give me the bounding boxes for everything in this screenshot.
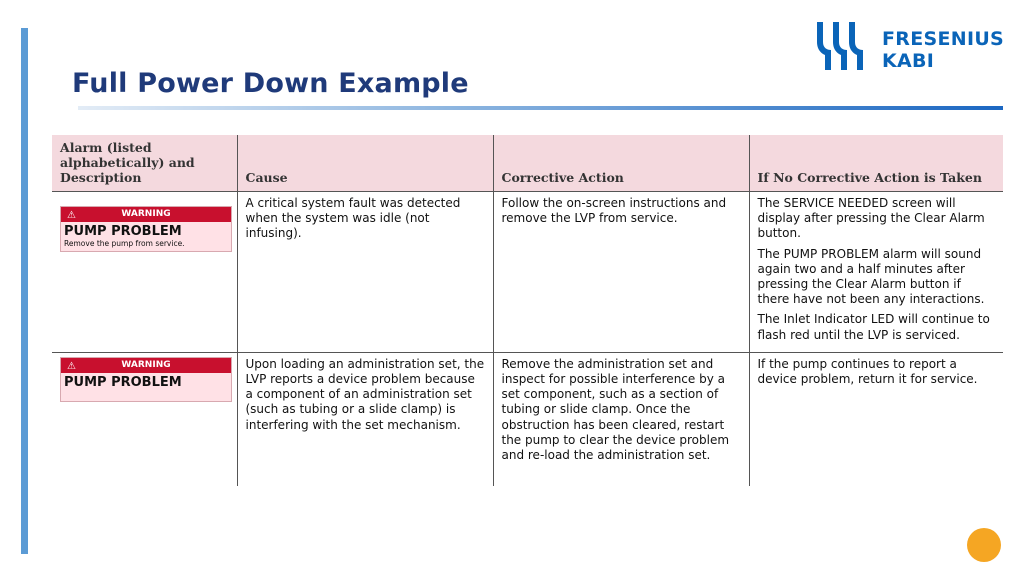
no-action-text: If the pump continues to report a device problem, return it for service. [757, 356, 978, 387]
warning-triangle-icon: ⚠ [67, 360, 76, 372]
cause-text: A critical system fault was detected when the system was idle (not infusing). [245, 196, 461, 241]
header-cause: Cause [237, 135, 493, 192]
action-cell [493, 192, 749, 353]
warning-header [61, 358, 231, 373]
header-corrective-action: Corrective Action [493, 135, 749, 192]
brand-line-2: KABI [882, 50, 935, 72]
header-no-action: If No Corrective Action is Taken [749, 135, 1003, 192]
fresenius-kabi-logo-mark-icon [815, 20, 875, 72]
no-action-text: The SERVICE NEEDED screen will display after pressing the Clear Alarm button. [757, 196, 985, 241]
slide-title: Full Power Down Example [72, 68, 469, 99]
warning-banner [60, 206, 232, 252]
no-action-cell [749, 352, 1003, 486]
warning-header [61, 207, 231, 222]
cause-cell [237, 192, 493, 353]
table-row [52, 352, 1003, 486]
title-underline [78, 106, 1003, 110]
alarm-table [52, 135, 1003, 482]
warning-level: WARNING [121, 359, 171, 370]
no-action-text: The Inlet Indicator LED will continue to flash red until the LVP is serviced. [757, 312, 990, 342]
cause-cell [237, 352, 493, 486]
table-header-row [52, 135, 1003, 192]
table-row [52, 192, 1003, 353]
left-accent-bar [21, 28, 28, 554]
alarm-subtitle: Remove the pump from service. [64, 239, 185, 248]
alarm-cell [52, 192, 237, 353]
header-alarm: Alarm (listed alphabetically) and Description [52, 135, 237, 192]
alarm-cell [52, 352, 237, 486]
action-cell [493, 352, 749, 486]
no-action-cell [749, 192, 1003, 353]
warning-level: WARNING [121, 209, 171, 219]
no-action-text: The PUMP PROBLEM alarm will sound again two and a half minutes after pressing the Clear Alarm button if there have not been any interactions. [757, 246, 985, 307]
action-text: Follow the on-screen instructions and remove the LVP from service. [501, 196, 727, 226]
warning-banner [60, 357, 232, 402]
cause-text: Upon loading an administration set, the LVP reports a device problem because a component of an administration set (such as tubing or a slide clamp) is interfering with the set mechanism. [245, 356, 485, 432]
orange-dot-decoration [967, 528, 1001, 562]
alarm-title: PUMP PROBLEM [64, 224, 182, 239]
brand-line-1: FRESENIUS [882, 28, 1005, 50]
action-text: Remove the administration set and inspect for possible interference by a set component, such as a section of tubing or slide clamp. Once the obstruction has been cleared, restart the pump to clear the device problem and re-load the administration set. [501, 356, 730, 463]
warning-triangle-icon: ⚠ [67, 210, 76, 221]
alarm-title: PUMP PROBLEM [64, 374, 182, 390]
brand-wordmark [882, 28, 1004, 72]
